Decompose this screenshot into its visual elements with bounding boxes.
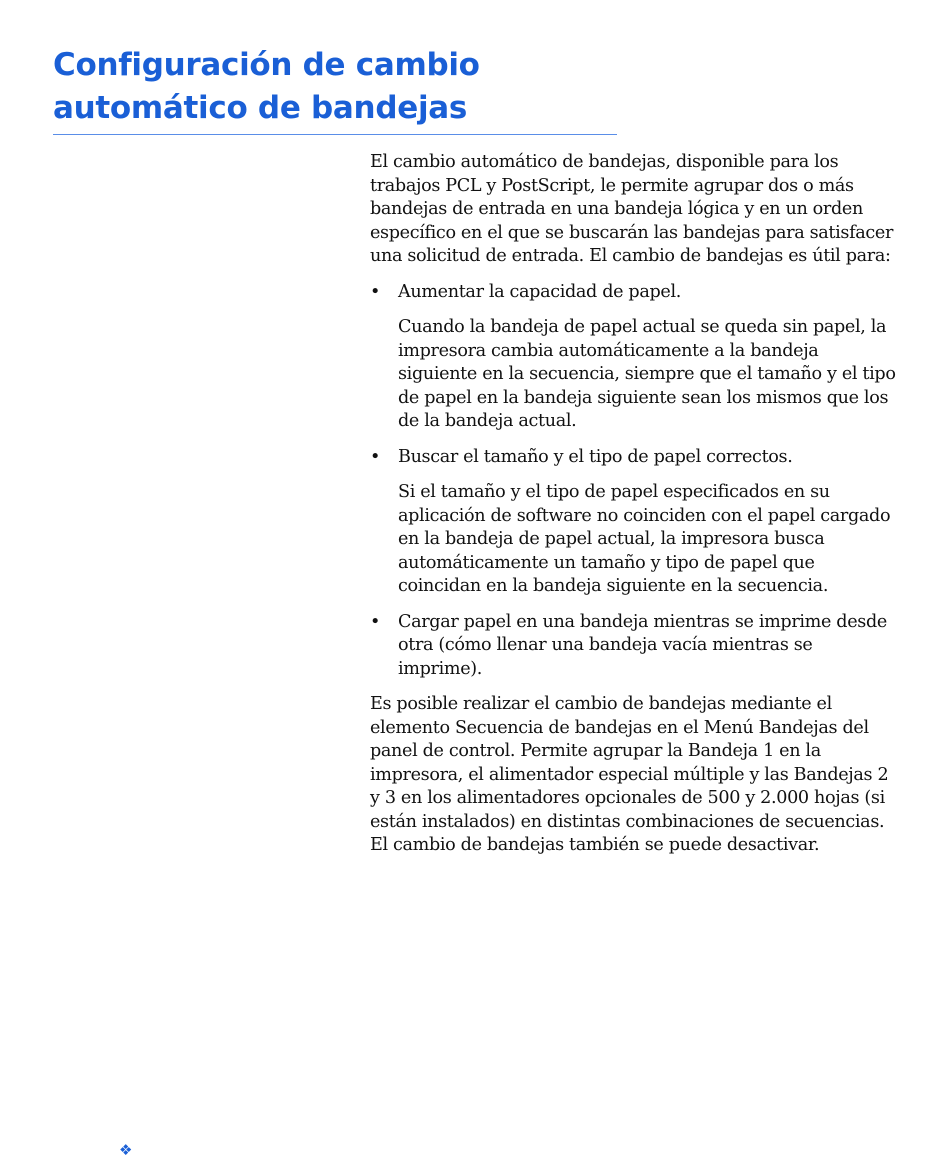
bullet-label: Buscar el tamaño y el tipo de papel correctos. (398, 446, 793, 467)
bullet-detail-2: Si el tamaño y el tipo de papel especificados en su aplicación de software no coinciden con el papel cargado en la bandeja de papel actual, la impresora busca automáticamente un tamaño y tipo de papel que coincidan en la bandeja siguiente en la secuencia. (398, 482, 891, 596)
bullet-icon: • (370, 446, 381, 467)
bullet-item-2 (370, 446, 900, 470)
body-text (370, 151, 900, 870)
bullet-item-1 (370, 281, 900, 305)
bullet-icon: • (370, 611, 381, 632)
page-title: Configuración de cambio automático de bandejas (53, 47, 480, 126)
bullet-icon: • (370, 281, 381, 302)
bullet-detail-1: Cuando la bandeja de papel actual se queda sin papel, la impresora cambia automáticamente a la bandeja siguiente en la secuencia, siempre que el tamaño y el tipo de papel en la bandeja siguiente sean los mismos que los de la bandeja actual. (398, 317, 896, 431)
closing-paragraph: Es posible realizar el cambio de bandejas mediante el elemento Secuencia de bandejas en el Menú Bandejas del panel de control. Permite agrupar la Bandeja 1 en la impresora, el alimentador especial múltiple y las Bandejas 2 y 3 en los alimentadores opcionales de 500 y 2.000 hojas (si están instalados) en distintas combinaciones de secuencias. El cambio de bandejas también se puede desactivar. (370, 694, 889, 855)
diamond-ornament-icon: ❖ (119, 1141, 133, 1159)
intro-paragraph: El cambio automático de bandejas, disponible para los trabajos PCL y PostScript, le permite agrupar dos o más bandejas de entrada en una bandeja lógica y en un orden específico en el que se buscarán las bandejas para satisfacer una solicitud de entrada. El cambio de bandejas es útil para: (370, 152, 894, 266)
bullet-label: Aumentar la capacidad de papel. (398, 281, 681, 302)
title-underline (53, 134, 617, 135)
bullet-item-3 (370, 611, 900, 682)
bullet-label: Cargar papel en una bandeja mientras se imprime desde otra (cómo llenar una bandeja vacía mientras se imprime). (398, 611, 887, 679)
